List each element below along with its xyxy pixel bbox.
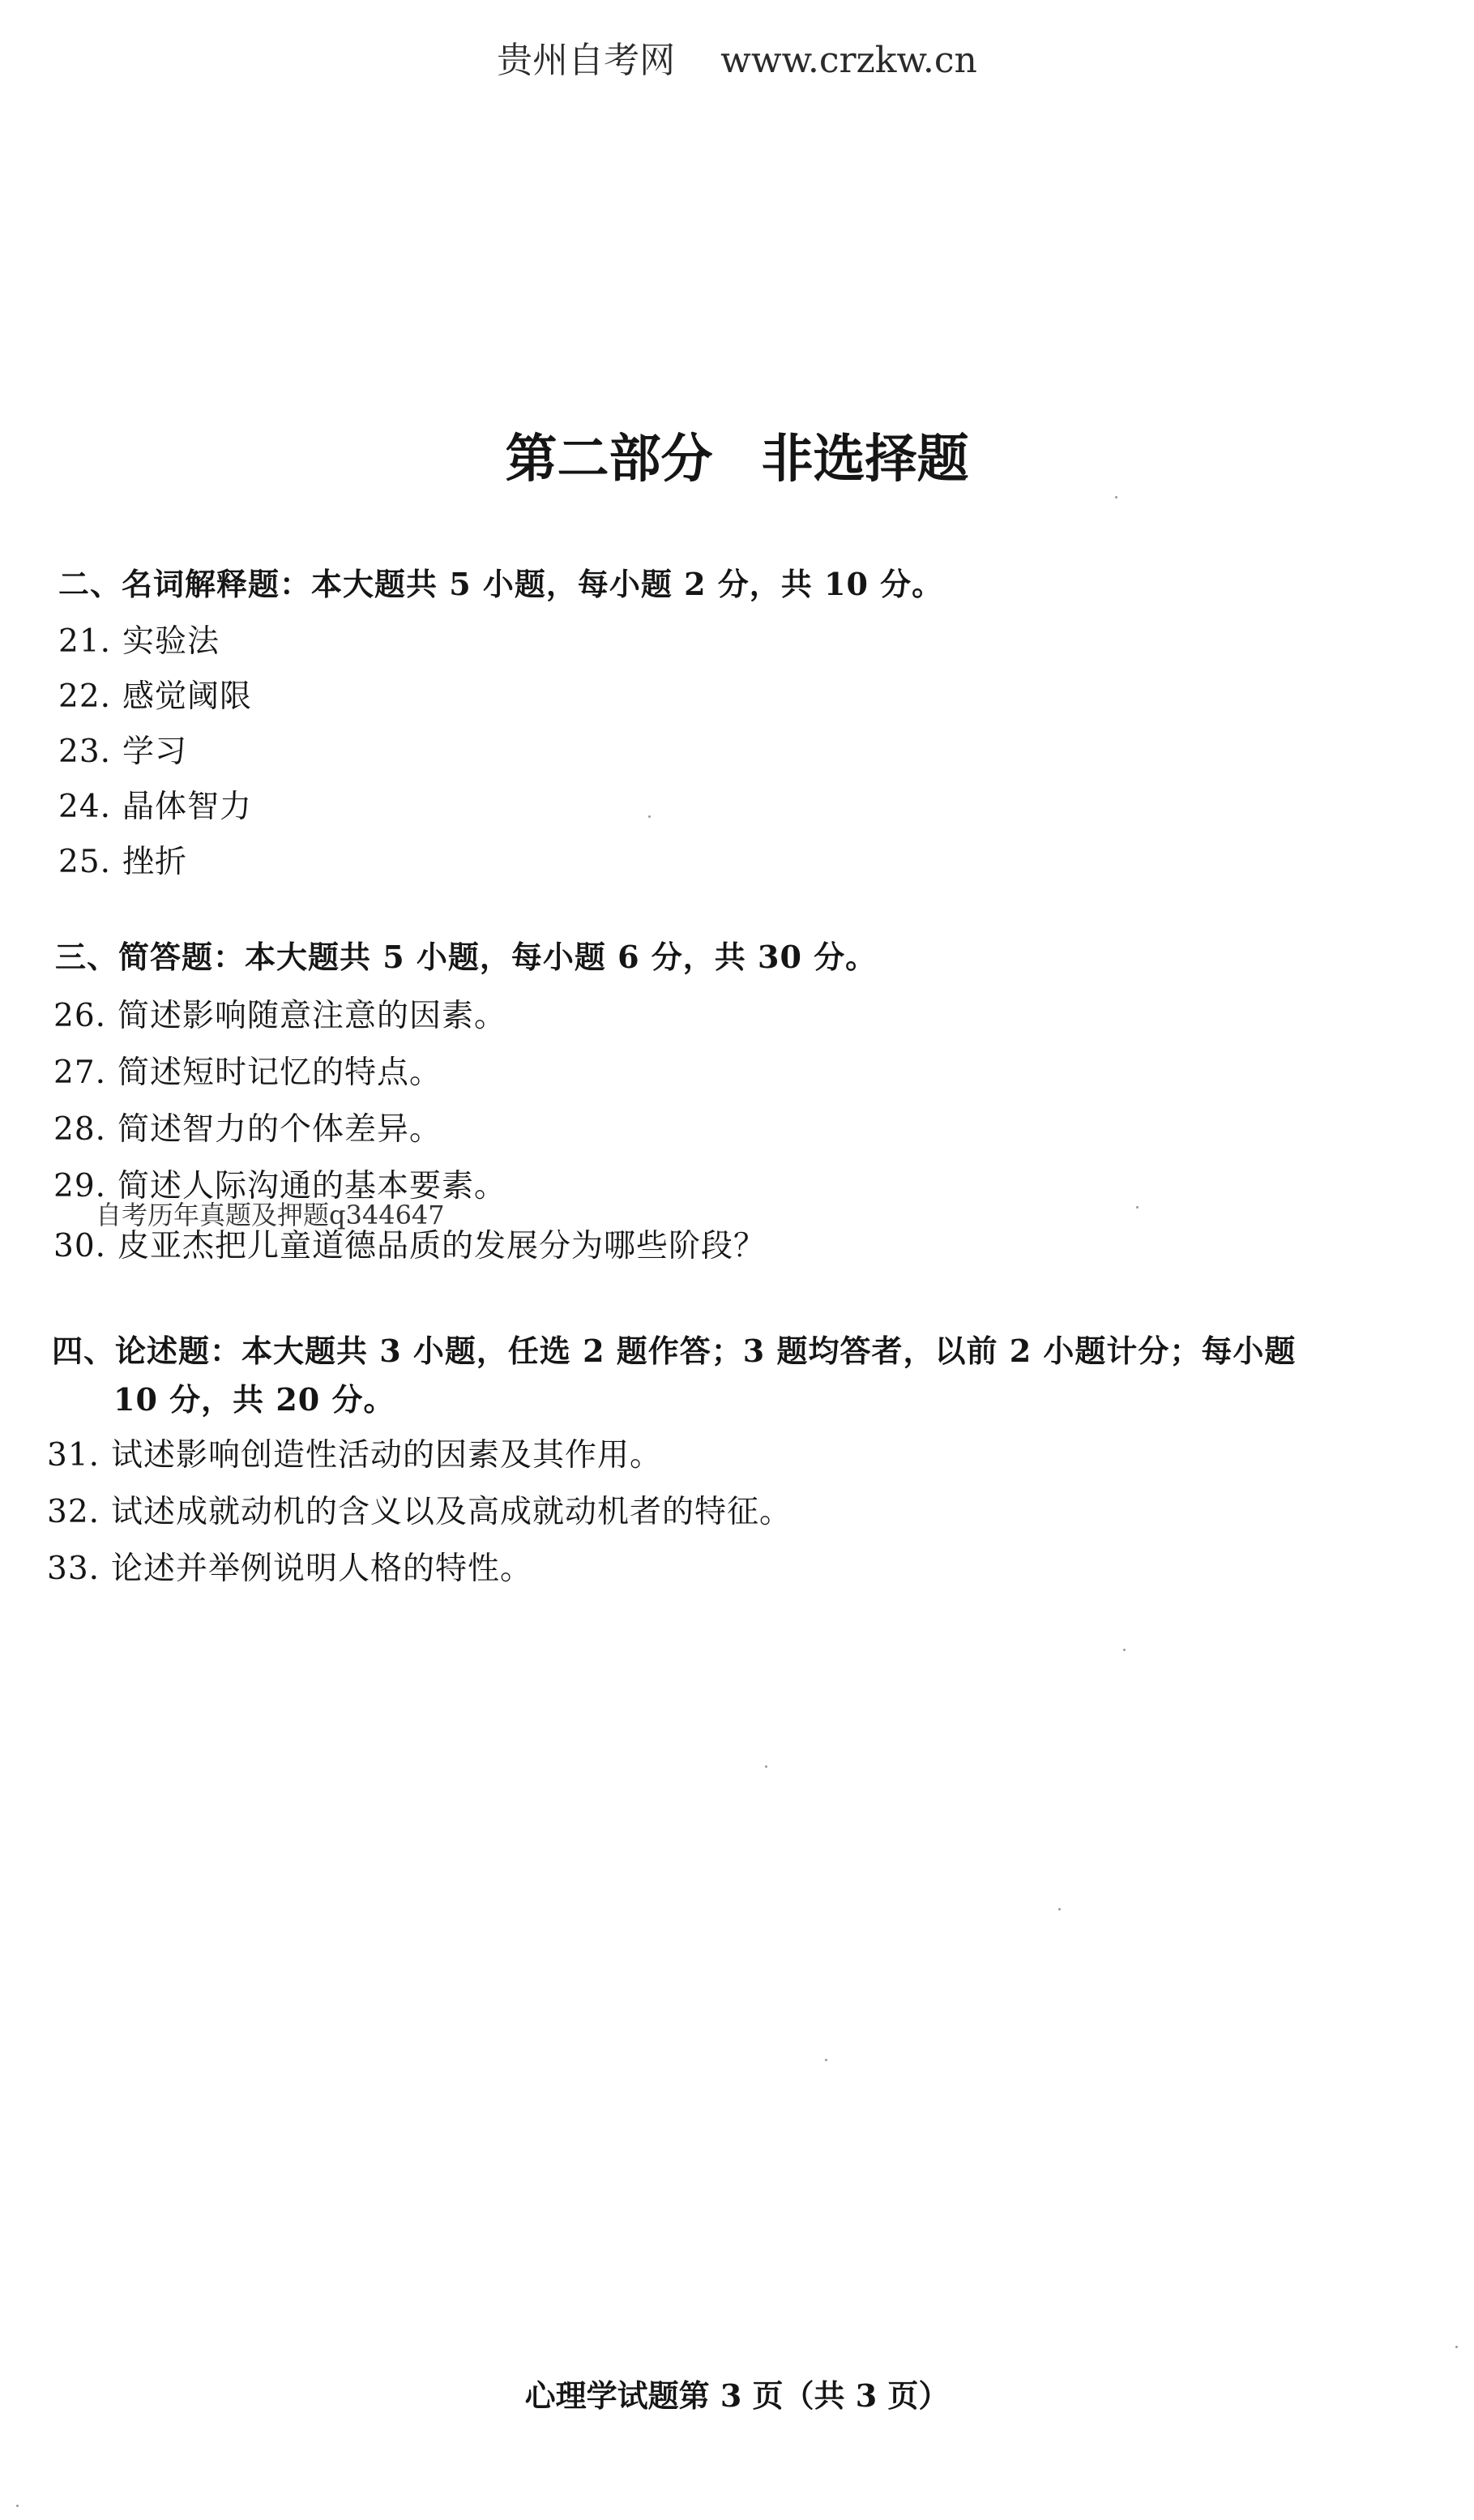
question-number: 25. <box>58 844 112 880</box>
question-number: 21. <box>58 623 112 660</box>
scan-speck <box>1123 1649 1126 1651</box>
part-title <box>0 417 1474 492</box>
scan-speck <box>1115 496 1117 498</box>
question-number: 30. <box>53 1228 107 1264</box>
question-number: 22. <box>58 678 112 715</box>
question-text: 试述成就动机的含义以及高成就动机者的特征。 <box>111 1494 793 1530</box>
question-item <box>47 1543 532 1589</box>
question-number: 27. <box>53 1055 107 1091</box>
part-name: 非选择题 <box>761 429 969 490</box>
question-text: 简述影响随意注意的因素。 <box>117 998 507 1034</box>
question-text: 简述智力的个体差异。 <box>117 1111 442 1148</box>
site-url: www.crzkw.cn <box>720 40 977 81</box>
question-text: 皮亚杰把儿童道德品质的发展分为哪些阶段？ <box>117 1228 767 1264</box>
question-item <box>58 836 187 882</box>
question-text: 晶体智力 <box>122 789 253 825</box>
question-number: 31. <box>47 1437 100 1474</box>
question-text: 挫折 <box>122 844 188 880</box>
section-heading-short-answer: 三、简答题：本大题共 5 小题，每小题 6 分，共 30 分。 <box>55 939 878 975</box>
question-item <box>58 616 220 661</box>
page-footer: 心理学试题第 3 页（共 3 页） <box>524 2377 950 2414</box>
question-text: 简述短时记忆的特点。 <box>117 1055 442 1091</box>
question-number: 32. <box>47 1494 100 1530</box>
question-text: 论述并举例说明人格的特性。 <box>111 1551 533 1587</box>
site-name: 贵州自考网 <box>497 40 676 81</box>
scan-speck <box>16 2505 19 2507</box>
scan-speck <box>765 1765 767 1768</box>
scan-speck <box>1058 1908 1061 1910</box>
question-number: 24. <box>58 789 112 825</box>
part-label: 第二部分 <box>505 429 713 490</box>
question-text: 简述人际沟通的基本要素。 <box>117 1168 507 1204</box>
scan-speck <box>1455 2346 1458 2348</box>
question-number: 26. <box>53 998 107 1034</box>
scan-speck <box>1136 1206 1139 1209</box>
question-item <box>53 1104 442 1149</box>
question-number: 29. <box>53 1168 107 1204</box>
scan-speck <box>825 2059 827 2061</box>
section-heading-essay-continued: 10 分，共 20 分。 <box>113 1381 395 1418</box>
question-text: 学习 <box>122 734 188 770</box>
question-text: 实验法 <box>122 623 220 660</box>
scan-speck <box>648 815 651 818</box>
question-item <box>58 671 252 717</box>
question-item <box>58 726 187 772</box>
question-number: 33. <box>47 1551 100 1587</box>
question-item <box>58 781 252 827</box>
question-item <box>47 1487 792 1532</box>
section-heading-essay: 四、论述题：本大题共 3 小题，任选 2 题作答；3 题均答者，以前 2 小题计分；每小题 <box>52 1333 1297 1369</box>
section-heading-term-definitions: 二、名词解释题：本大题共 5 小题，每小题 2 分，共 10 分。 <box>58 566 944 602</box>
watermark-text: 自考历年真题及押题q344647 <box>96 1200 445 1230</box>
question-number: 28. <box>53 1111 107 1148</box>
question-number: 23. <box>58 734 112 770</box>
question-item <box>53 990 506 1036</box>
question-item <box>53 1047 442 1093</box>
question-text: 试述影响创造性活动的因素及其作用。 <box>111 1437 663 1474</box>
question-item <box>47 1430 662 1475</box>
question-text: 感觉阈限 <box>122 678 253 715</box>
question-item <box>53 1221 766 1266</box>
site-header <box>0 31 1474 83</box>
